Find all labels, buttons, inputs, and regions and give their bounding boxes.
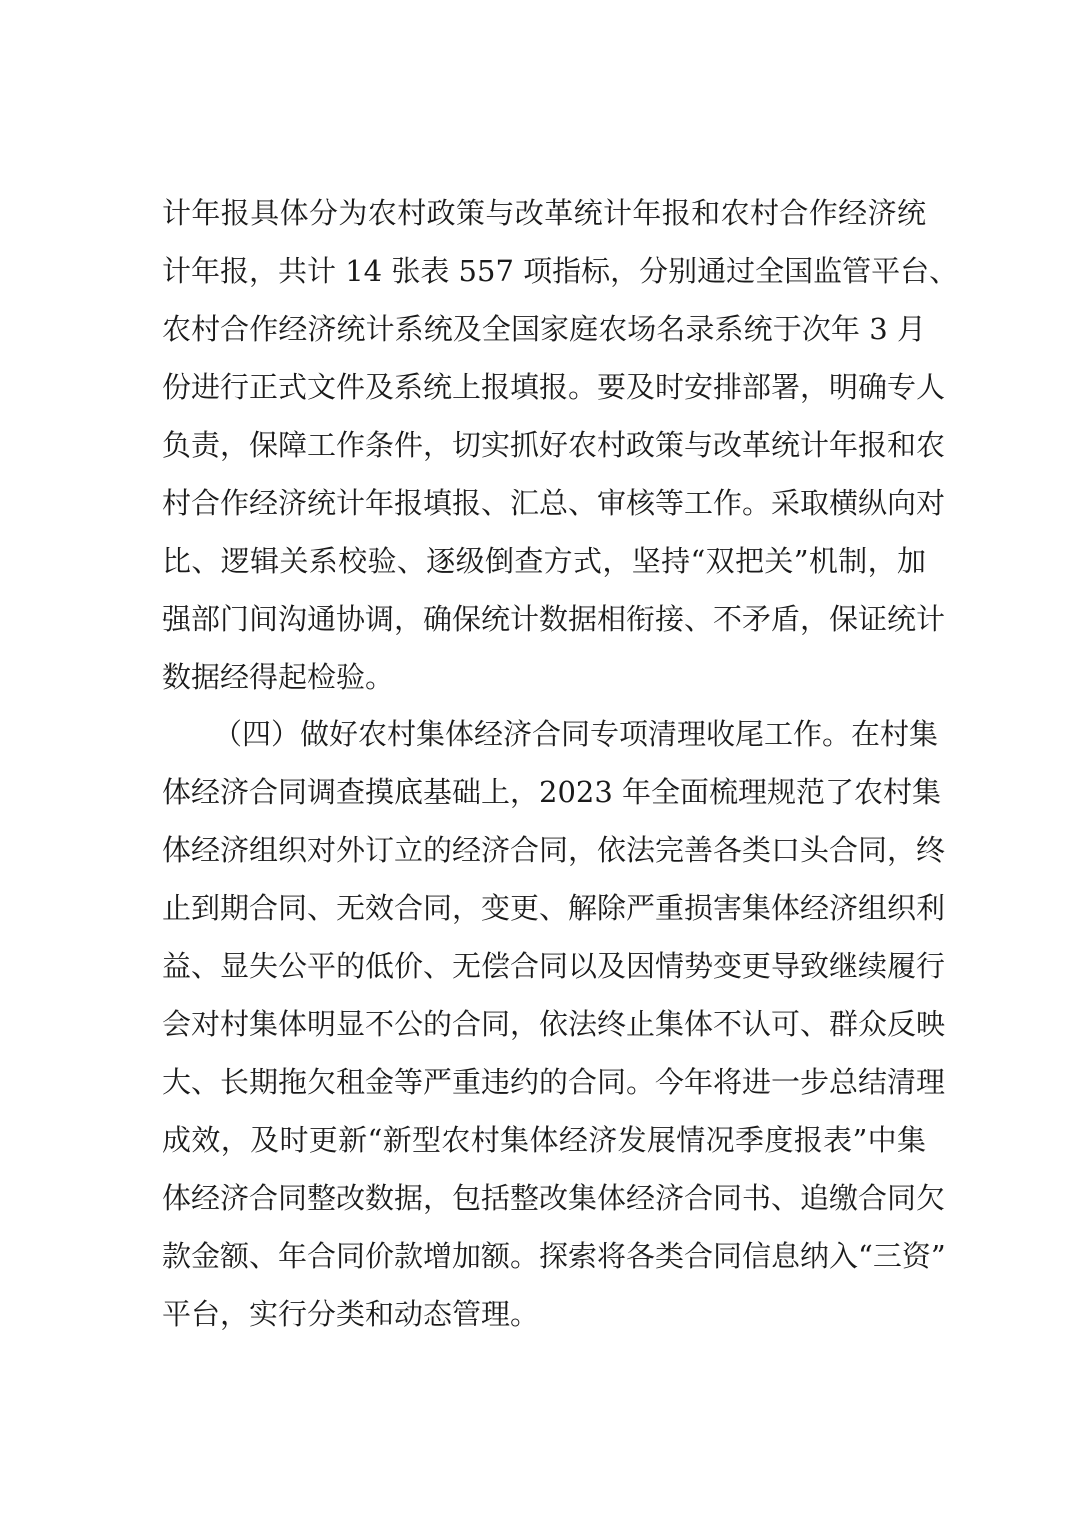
- paragraph-line: 份进行正式文件及系统上报填报。要及时安排部署，明确专人: [162, 370, 946, 404]
- paragraph-line: 计年报，共计 14 张表 557 项指标，分别通过全国监管平台、: [162, 254, 959, 288]
- paragraph-line: 体经济组织对外订立的经济合同，依法完善各类口头合同，终: [162, 833, 946, 867]
- paragraph-line: 数据经得起检验。: [162, 660, 395, 694]
- paragraph-line: 平台，实行分类和动态管理。: [162, 1297, 540, 1331]
- paragraph-line: 成效，及时更新“新型农村集体经济发展情况季度报表”中集: [162, 1123, 926, 1157]
- paragraph-line: 体经济合同调查摸底基础上，2023 年全面梳理规范了农村集: [162, 775, 942, 809]
- paragraph-line: 益、显失公平的低价、无偿合同以及因情势变更导致继续履行: [162, 949, 946, 983]
- paragraph-line: 体经济合同整改数据，包括整改集体经济合同书、追缴合同欠: [162, 1181, 946, 1215]
- section-heading-line: （四）做好农村集体经济合同专项清理收尾工作。在村集: [213, 717, 939, 751]
- paragraph-line: 比、逻辑关系校验、逐级倒查方式，坚持“双把关”机制，加: [162, 544, 926, 578]
- paragraph-line: 强部门间沟通协调，确保统计数据相衔接、不矛盾，保证统计: [162, 602, 946, 636]
- paragraph-line: 负责，保障工作条件，切实抓好农村政策与改革统计年报和农: [162, 428, 946, 462]
- paragraph-line: 计年报具体分为农村政策与改革统计年报和农村合作经济统: [162, 196, 926, 230]
- paragraph-line: 村合作经济统计年报填报、汇总、审核等工作。采取横纵向对: [162, 486, 946, 520]
- paragraph-line: 大、长期拖欠租金等严重违约的合同。今年将进一步总结清理: [162, 1065, 946, 1099]
- paragraph-line: 款金额、年合同价款增加额。探索将各类合同信息纳入“三资”: [162, 1239, 946, 1273]
- paragraph-line: 农村合作经济统计系统及全国家庭农场名录系统于次年 3 月: [162, 312, 926, 346]
- paragraph-line: 止到期合同、无效合同，变更、解除严重损害集体经济组织利: [162, 891, 946, 925]
- paragraph-line: 会对村集体明显不公的合同，依法终止集体不认可、群众反映: [162, 1007, 946, 1041]
